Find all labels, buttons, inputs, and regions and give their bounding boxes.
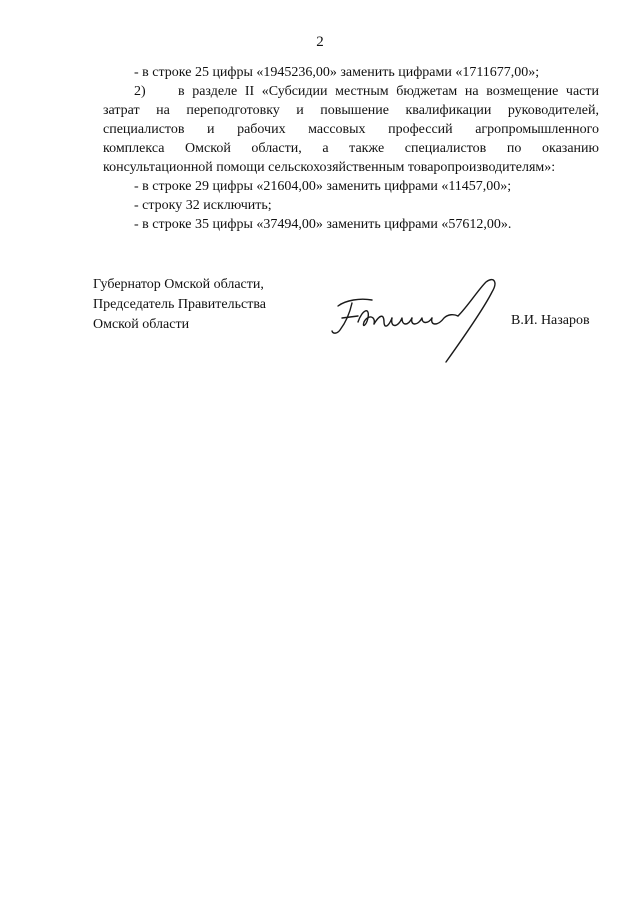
item-text-line-2: затрат на переподготовку и повышение квалификации руководителей,: [103, 103, 599, 118]
page-number: 2: [316, 34, 324, 50]
item-number: 2): [134, 84, 146, 99]
item-text-line-3: специалистов и рабочих массовых профессий агропромышленного: [103, 122, 599, 137]
item-text-line-5: консультационной помощи сельскохозяйственным товаропроизводителям»:: [103, 160, 556, 175]
amendment-row-25: - в строке 25 цифры «1945236,00» заменить цифрами «1711677,00»;: [134, 65, 540, 80]
item-text-line-1: в разделе II «Субсидии местным бюджетам на возмещение части: [178, 84, 599, 99]
document-body: [103, 63, 599, 234]
amendment-row-35: - в строке 35 цифры «37494,00» заменить цифрами «57612,00».: [134, 217, 512, 232]
amendment-row-29: - в строке 29 цифры «21604,00» заменить цифрами «11457,00»;: [134, 179, 512, 194]
signatory-title-line-2: Председатель Правительства: [93, 297, 266, 312]
signatory-title-line-3: Омской области: [93, 317, 190, 332]
signatory-title-line-1: Губернатор Омской области,: [93, 277, 264, 292]
handwritten-signature: [328, 276, 504, 366]
item-text-line-4: комплекса Омской области, а также специалистов по оказанию: [103, 141, 599, 156]
amendment-item-2: [103, 82, 599, 101]
amendment-row-32: - строку 32 исключить;: [134, 198, 272, 213]
signatory-title: [93, 275, 266, 335]
signatory-name: В.И. Назаров: [511, 313, 590, 328]
